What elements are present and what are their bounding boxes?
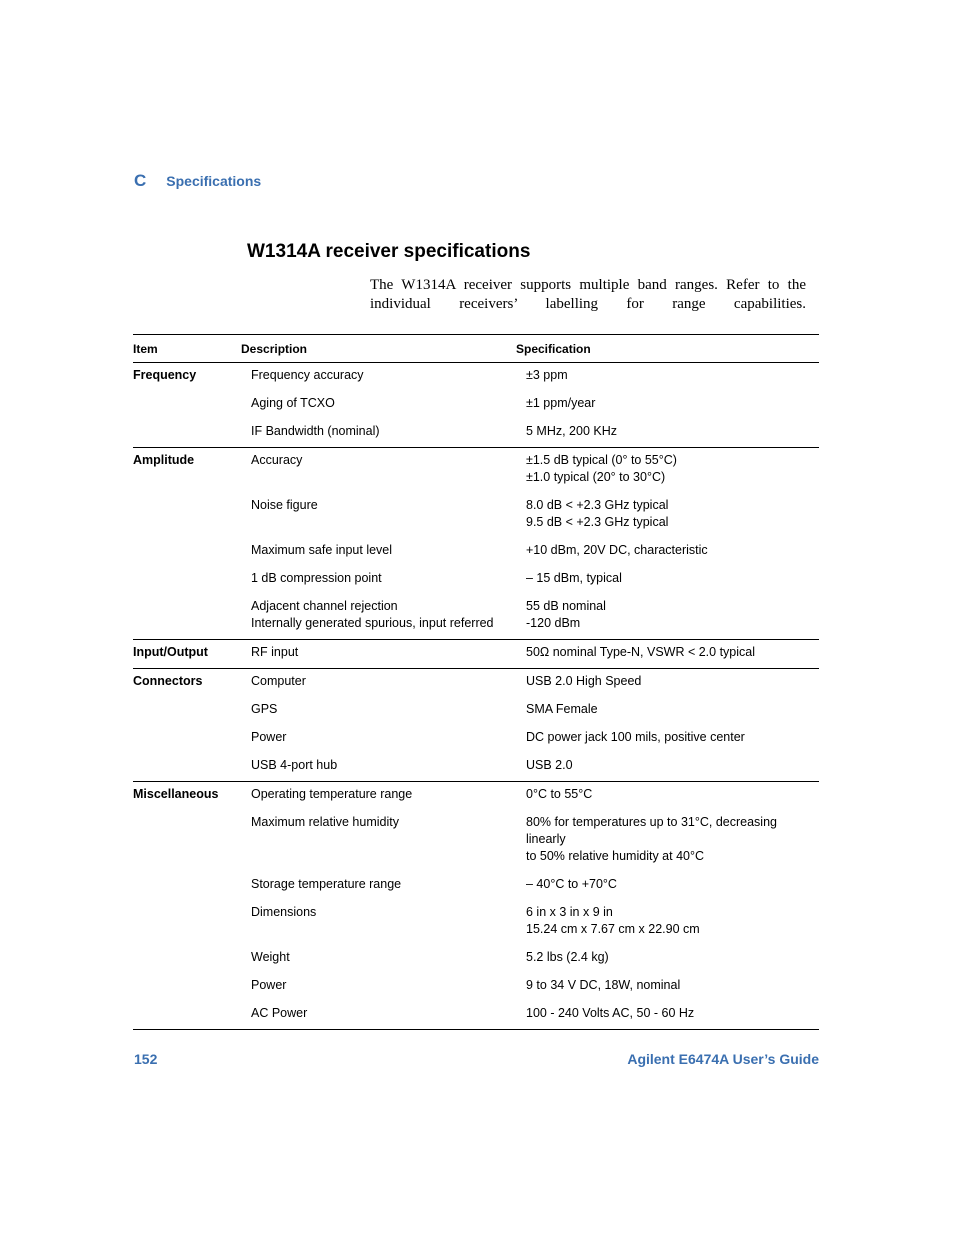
specification-line: 15.24 cm x 7.67 cm x 22.90 cm xyxy=(526,922,700,936)
table-row xyxy=(133,810,819,872)
row-description xyxy=(241,945,516,973)
table-row xyxy=(133,697,819,725)
guide-title: Agilent E6474A User’s Guide xyxy=(627,1051,819,1067)
row-item xyxy=(133,538,241,566)
row-specification xyxy=(516,448,819,494)
description-line: IF Bandwidth (nominal) xyxy=(251,424,380,438)
row-specification xyxy=(516,419,819,448)
header-item: Item xyxy=(133,335,241,363)
description-line: Dimensions xyxy=(251,905,317,919)
row-item xyxy=(133,493,241,538)
row-specification xyxy=(516,669,819,698)
description-line: Internally generated spurious, input referred xyxy=(251,616,494,630)
row-description xyxy=(241,725,516,753)
page-number: 152 xyxy=(134,1051,158,1067)
row-description xyxy=(241,538,516,566)
row-item xyxy=(133,594,241,640)
row-item xyxy=(133,945,241,973)
row-specification xyxy=(516,945,819,973)
table-row xyxy=(133,419,819,448)
specification-line: 0°C to 55°C xyxy=(526,787,593,801)
table-row xyxy=(133,669,819,698)
specification-line: ±3 ppm xyxy=(526,368,568,382)
table-row xyxy=(133,566,819,594)
row-specification xyxy=(516,973,819,1001)
row-item xyxy=(133,973,241,1001)
specification-line: ±1 ppm/year xyxy=(526,396,596,410)
description-line: Frequency accuracy xyxy=(251,368,364,382)
row-item xyxy=(133,419,241,448)
section-title: W1314A receiver specifications xyxy=(247,241,531,262)
row-item: Miscellaneous xyxy=(133,787,219,801)
intro-paragraph: The W1314A receiver supports multiple band ranges. Refer to the individual receivers’ labelling for range capabilities. xyxy=(370,277,806,312)
row-item: Frequency xyxy=(133,368,197,382)
specification-line: – 15 dBm, typical xyxy=(526,571,622,585)
description-line: USB 4-port hub xyxy=(251,758,338,772)
chapter-name: Specifications xyxy=(166,173,262,189)
header-description: Description xyxy=(241,335,516,363)
specification-line: USB 2.0 High Speed xyxy=(526,674,642,688)
header-specification: Specification xyxy=(516,335,819,363)
row-item: Connectors xyxy=(133,674,203,688)
row-description xyxy=(241,669,516,698)
spec-table xyxy=(133,334,819,1030)
table-row xyxy=(133,1001,819,1030)
row-description xyxy=(241,493,516,538)
row-description xyxy=(241,1001,516,1030)
table-row xyxy=(133,538,819,566)
description-line: Noise figure xyxy=(251,498,318,512)
spec-table-body xyxy=(133,363,819,1030)
row-description xyxy=(241,900,516,945)
table-row xyxy=(133,448,819,494)
description-line: AC Power xyxy=(251,1006,308,1020)
specification-line: DC power jack 100 mils, positive center xyxy=(526,730,745,744)
row-specification xyxy=(516,391,819,419)
row-item xyxy=(133,872,241,900)
row-specification xyxy=(516,493,819,538)
description-line: Computer xyxy=(251,674,306,688)
row-description xyxy=(241,872,516,900)
table-row xyxy=(133,594,819,640)
row-item xyxy=(133,391,241,419)
specification-line: 5 MHz, 200 KHz xyxy=(526,424,618,438)
specification-line: 50Ω nominal Type-N, VSWR < 2.0 typical xyxy=(526,645,756,659)
table-row xyxy=(133,945,819,973)
table-row xyxy=(133,493,819,538)
row-specification xyxy=(516,725,819,753)
row-item xyxy=(133,1001,241,1030)
row-description xyxy=(241,810,516,872)
row-description xyxy=(241,973,516,1001)
description-line: Weight xyxy=(251,950,290,964)
table-row xyxy=(133,900,819,945)
specification-line: 9.5 dB < +2.3 GHz typical xyxy=(526,515,669,529)
description-line: RF input xyxy=(251,645,299,659)
row-description xyxy=(241,594,516,640)
specification-line: -120 dBm xyxy=(526,616,581,630)
specification-line: ±1.5 dB typical (0° to 55°C) xyxy=(526,453,677,467)
row-description xyxy=(241,697,516,725)
row-description xyxy=(241,640,516,669)
description-line: Maximum relative humidity xyxy=(251,815,399,829)
row-item xyxy=(133,566,241,594)
specification-line: 55 dB nominal xyxy=(526,599,606,613)
chapter-letter: C xyxy=(134,171,147,190)
specification-line: to 50% relative humidity at 40°C xyxy=(526,849,705,863)
description-line: Maximum safe input level xyxy=(251,543,393,557)
description-line: Power xyxy=(251,730,287,744)
row-item xyxy=(133,725,241,753)
row-specification xyxy=(516,363,819,392)
description-line: Accuracy xyxy=(251,453,303,467)
row-specification xyxy=(516,1001,819,1030)
row-specification xyxy=(516,538,819,566)
specification-line: 6 in x 3 in x 9 in xyxy=(526,905,613,919)
specification-line: 5.2 lbs (2.4 kg) xyxy=(526,950,609,964)
table-row xyxy=(133,973,819,1001)
row-specification xyxy=(516,594,819,640)
row-description xyxy=(241,419,516,448)
row-specification xyxy=(516,697,819,725)
table-row xyxy=(133,753,819,782)
row-specification xyxy=(516,900,819,945)
row-item xyxy=(133,697,241,725)
row-specification xyxy=(516,566,819,594)
table-row xyxy=(133,391,819,419)
row-item: Amplitude xyxy=(133,453,195,467)
specification-line: – 40°C to +70°C xyxy=(526,877,617,891)
row-item xyxy=(133,753,241,782)
description-line: Power xyxy=(251,978,287,992)
description-line: GPS xyxy=(251,702,278,716)
row-description xyxy=(241,448,516,494)
specification-line: ±1.0 typical (20° to 30°C) xyxy=(526,470,666,484)
table-header-row xyxy=(133,335,819,363)
row-specification xyxy=(516,810,819,872)
row-specification xyxy=(516,872,819,900)
row-specification xyxy=(516,753,819,782)
row-description xyxy=(241,566,516,594)
specification-line: +10 dBm, 20V DC, characteristic xyxy=(526,543,708,557)
row-item xyxy=(133,900,241,945)
chapter-header xyxy=(134,171,261,191)
specification-line: SMA Female xyxy=(526,702,598,716)
row-description xyxy=(241,391,516,419)
specification-line: 100 - 240 Volts AC, 50 - 60 Hz xyxy=(526,1006,695,1020)
row-item: Input/Output xyxy=(133,640,241,669)
row-specification xyxy=(516,640,819,669)
description-line: Operating temperature range xyxy=(251,787,413,801)
row-description xyxy=(241,363,516,392)
description-line: 1 dB compression point xyxy=(251,571,382,585)
table-row xyxy=(133,725,819,753)
description-line: Storage temperature range xyxy=(251,877,402,891)
row-description xyxy=(241,782,516,811)
specification-line: USB 2.0 xyxy=(526,758,573,772)
row-description xyxy=(241,753,516,782)
specification-line: 8.0 dB < +2.3 GHz typical xyxy=(526,498,669,512)
table-row xyxy=(133,363,819,392)
row-specification xyxy=(516,782,819,811)
table-row xyxy=(133,640,819,669)
description-line: Aging of TCXO xyxy=(251,396,335,410)
table-row xyxy=(133,782,819,811)
specification-line: 9 to 34 V DC, 18W, nominal xyxy=(526,978,681,992)
description-line: Adjacent channel rejection xyxy=(251,599,398,613)
table-row xyxy=(133,872,819,900)
row-item xyxy=(133,810,241,872)
specification-line: 80% for temperatures up to 31°C, decreasing linearly xyxy=(526,815,777,846)
